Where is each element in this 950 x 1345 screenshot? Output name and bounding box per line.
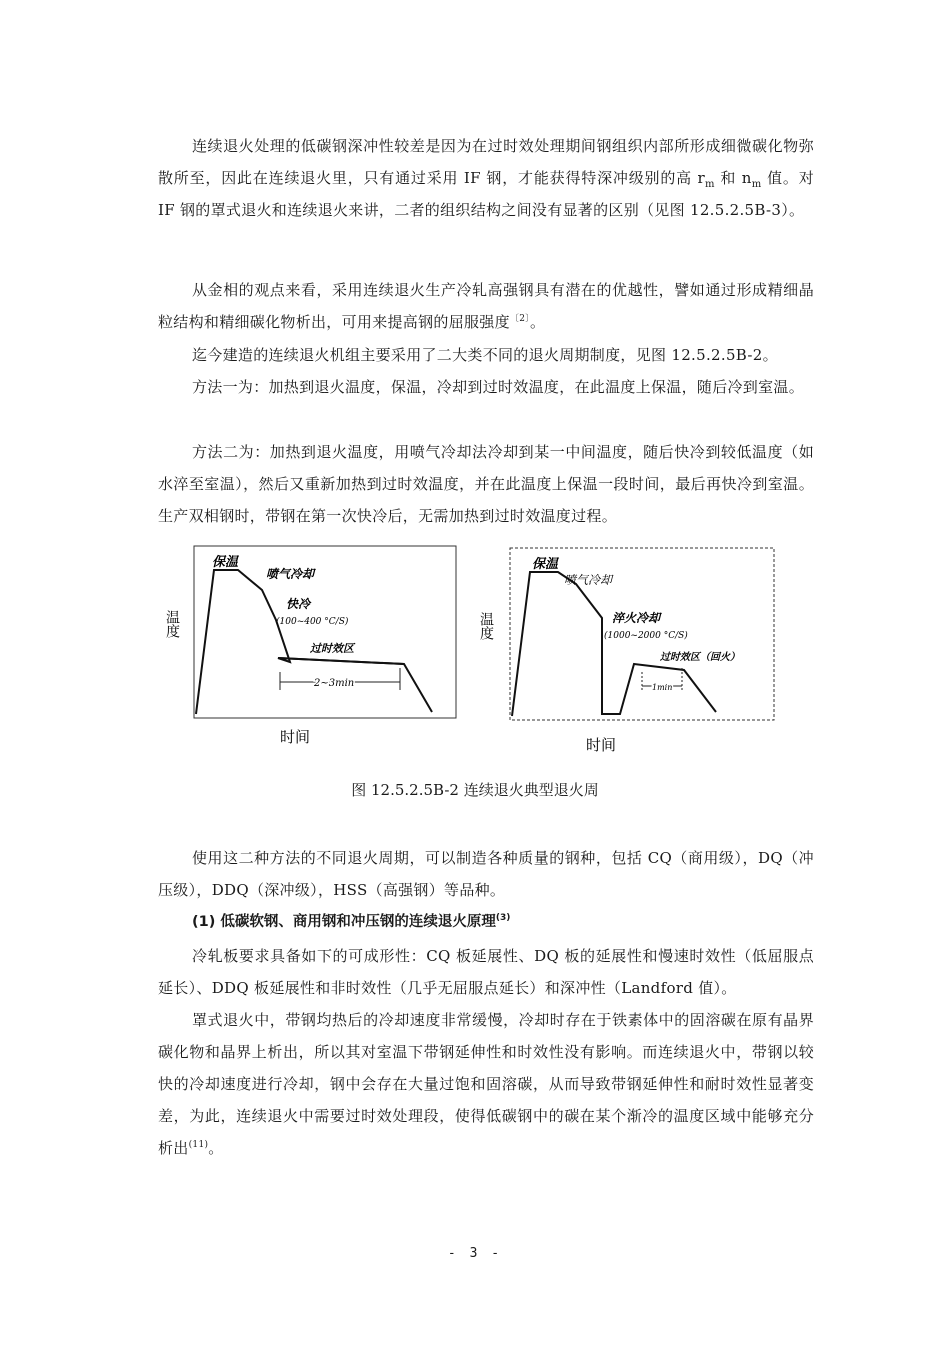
right-overage-label: 过时效区（回火） [660,652,740,663]
left-duration-label: 2~3min [314,678,355,689]
heading-text: (1) 低碳软钢、商用钢和冲压钢的连续退火原理 [192,914,496,930]
right-duration-label: 1min [652,683,673,692]
left-holding-line [278,658,404,664]
left-jet-label: 喷气冷却 [266,567,315,581]
left-rate-label: (100~400 °C/S) [276,617,349,627]
left-y-axis-label: 温度 [164,610,180,638]
heading-citation: (3) [495,913,511,924]
left-x-axis-label: 时间 [280,728,311,746]
p1-text-a: 连续退火处理的低碳钢深冲性较差是因为在过时效处理期间钢组织内部所形成细微碳化物弥散所至，因此在连续退火里，只有通过采用 IF 钢，才能获得特深冲级别的高 r [158,137,814,187]
p2-tail: 。 [530,313,546,331]
citation-11: (11) [188,1140,209,1150]
right-x-axis-label: 时间 [586,736,617,754]
p8-text: 罩式退火中，带钢均热后的冷却速度非常缓慢，冷却时存在于铁素体中的固溶碳在原有晶界碳化物和晶界上析出，所以其对室温下带钢延伸性和时效性没有影响。而连续退火中，带钢以较快的冷却速度进行冷却，钢中会存在大量过饱和固溶碳，从而导致带钢延伸性和耐时效性显著变差，为此，连续退火中需要过时效处理段，使得低碳钢中的碳在某个渐冷的温度区域中能够充分析出 [158,1011,814,1157]
right-cycle-curve [512,572,716,716]
left-fast-label: 快冷 [286,597,311,611]
left-diagram [164,546,456,746]
right-diagram [478,548,774,754]
paragraph-3: 迄今建造的连续退火机组主要采用了二大类不同的退火周期制度，见图 12.5.2.5B-2。 [192,346,778,364]
left-frame [194,546,456,718]
p2-text: 从金相的观点来看，采用连续退火生产冷轧高强钢具有潜在的优越性，譬如通过形成精细晶粒结构和精细碳化物析出，可用来提高钢的屈服强度 [158,281,814,331]
p8-tail: 。 [208,1139,224,1157]
p1-text-c: 值。对 IF 钢的罩式退火和连续退火来讲，二者的组织结构之间没有显著的区别（见图 12.5.2.5B-3）。 [158,169,814,219]
left-hold-label: 保温 [212,555,239,570]
right-hold-label: 保温 [532,557,559,572]
right-jet-label: 喷气冷却 [564,573,613,587]
page-number: - 3 - [447,1246,503,1261]
annealing-cycle-figure [150,540,800,765]
p1-text-b: 和 n [714,169,752,187]
paragraph-4: 方法一为：加热到退火温度，保温，冷却到过时效温度，在此温度上保温，随后冷到室温。 [192,378,805,396]
left-overage-label: 过时效区 [310,642,354,655]
right-quench-label: 淬火冷却 [612,611,661,625]
paragraph-7: 冷轧板要求具备如下的可成形性：CQ 板延展性、DQ 板的延展性和慢速时效性（低屈服点延长）、DDQ 板延展性和非时效性（几乎无屈服点延长）和深冲性（Landford 值）。 [158,947,814,997]
n-subscript: m [751,179,762,190]
paragraph-2 [158,274,814,338]
section-heading [192,906,812,938]
paragraph-1 [158,130,814,226]
figure-caption: 图 12.5.2.5B-2 连续退火典型退火周 [351,781,599,799]
citation-2: 〔2〕 [509,314,531,324]
paragraph-6: 使用这二种方法的不同退火周期，可以制造各种质量的钢种，包括 CQ（商用级），DQ（冲压级），DDQ（深冲级），HSS（高强钢）等品种。 [158,849,814,899]
r-subscript: m [704,179,715,190]
right-y-axis-label: 温度 [478,612,494,640]
paragraph-8 [158,1004,814,1164]
right-rate-label: (1000~2000 °C/S) [604,631,688,641]
paragraph-5: 方法二为：加热到退火温度，用喷气冷却法冷却到某一中间温度，随后快冷到较低温度（如水淬至室温），然后又重新加热到过时效温度，并在此温度上保温一段时间，最后再快冷到室温。生产双相钢时，带钢在第一次快冷后，无需加热到过时效温度过程。 [158,443,814,525]
